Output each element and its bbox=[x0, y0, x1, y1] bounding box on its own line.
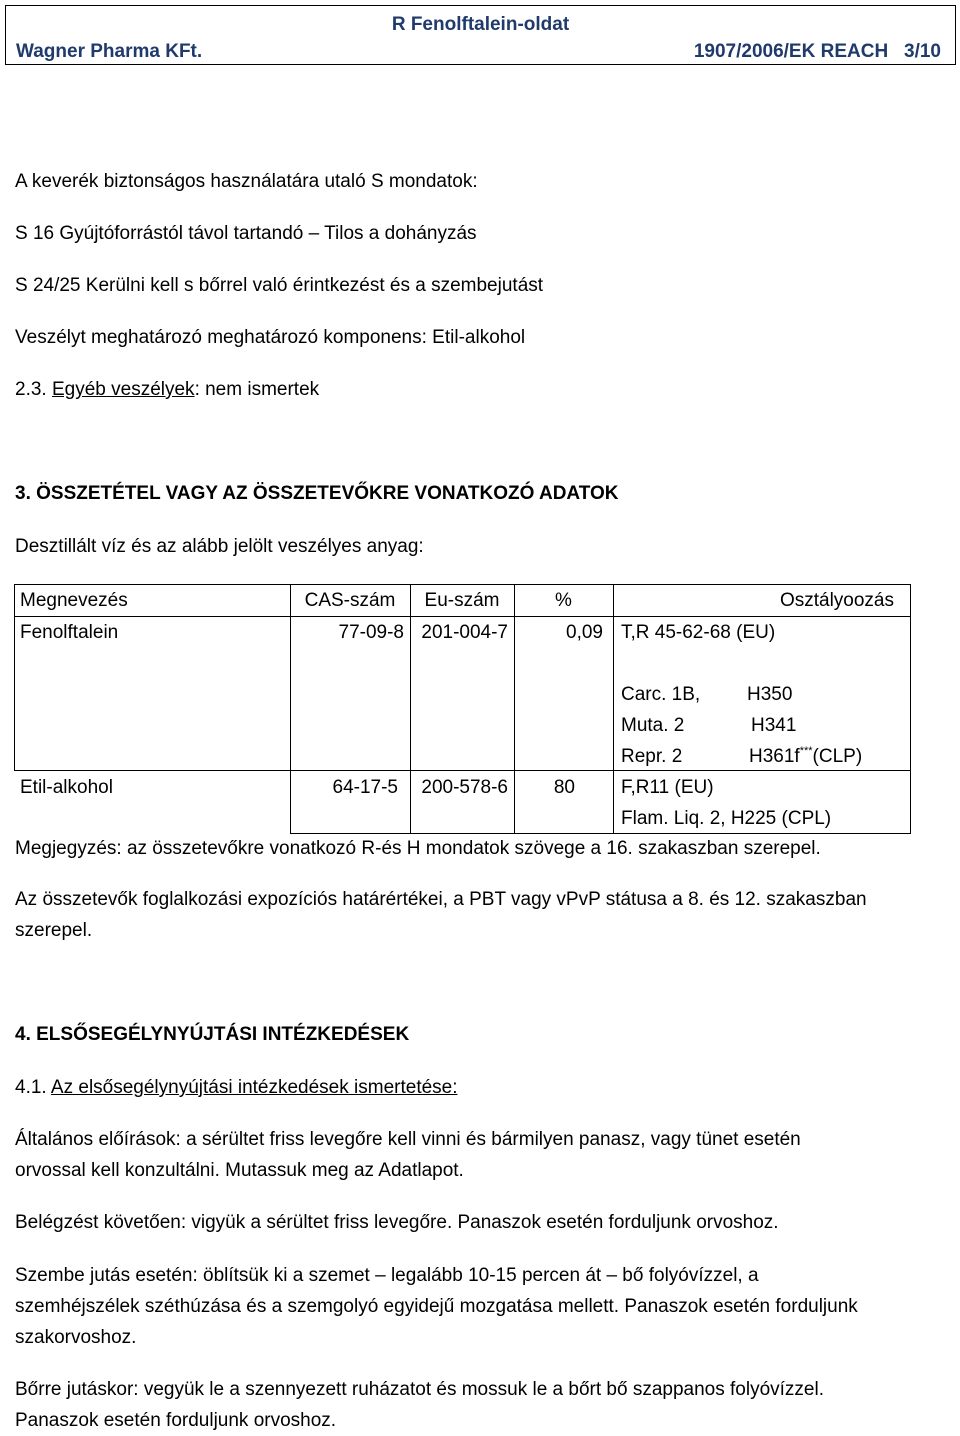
clp-carc-h: H350 bbox=[747, 684, 793, 705]
regulation-ref: 1907/2006/EK REACH bbox=[693, 41, 889, 62]
clp-repr: Repr. 2 bbox=[621, 746, 683, 767]
eye-advice-line2: szemhéjszélek széthúzása és a szemgolyó egyidejű mozgatása mellett. Panaszok esetén forduljunk bbox=[15, 1296, 858, 1317]
clp-muta: Muta. 2 bbox=[621, 715, 685, 736]
row1-cas: 77-09-8 bbox=[338, 622, 404, 643]
section4-sub-title: Az elsősegélynyújtási intézkedések ismertetése: bbox=[50, 1077, 458, 1098]
exposure-text-line2: szerepel. bbox=[15, 920, 93, 941]
inhalation-advice: Belégzést követően: vigyük a sérültet friss levegőre. Panaszok esetén forduljunk orvoshoz. bbox=[15, 1212, 779, 1233]
page-number: 3/10 bbox=[904, 41, 941, 62]
table-border-left bbox=[14, 584, 15, 771]
regulation-page bbox=[694, 41, 941, 63]
row2-eu: 200-578-6 bbox=[421, 777, 508, 798]
table-divider bbox=[613, 584, 614, 834]
clp-repr-suffix: (CLP) bbox=[812, 746, 863, 767]
skin-advice-line2: Panaszok esetén forduljunk orvoshoz. bbox=[15, 1410, 337, 1431]
col-header-percent: % bbox=[555, 590, 572, 611]
hazard-component: Veszélyt meghatározó meghatározó komponens: Etil-alkohol bbox=[15, 327, 526, 348]
section4-sub-number: 4.1. bbox=[15, 1077, 51, 1098]
skin-advice-line1: Bőrre jutáskor: vegyük le a szennyezett ruházatot és mossuk le a bőrt bő szappanos folyóvízzel. bbox=[15, 1379, 824, 1400]
s-phrases-heading: A keverék biztonságos használatára utaló S mondatok: bbox=[15, 171, 478, 192]
table-divider bbox=[14, 770, 911, 771]
other-hazards-value: : nem ismertek bbox=[194, 379, 320, 400]
row2-cas: 64-17-5 bbox=[332, 777, 398, 798]
s2425-phrase: S 24/25 Kerülni kell s bőrrel való érintkezést és a szembejutást bbox=[15, 275, 544, 296]
row1-name: Fenolftalein bbox=[20, 622, 119, 643]
clp-flam: Flam. Liq. 2, H225 (CPL) bbox=[621, 808, 832, 829]
document-header bbox=[5, 5, 956, 65]
col-header-cas: CAS-szám bbox=[304, 590, 396, 611]
composition-table bbox=[14, 584, 911, 834]
eye-advice-line1: Szembe jutás esetén: öblítsük ki a szemet – legalább 10-15 percen át – bő folyóvízzel, a bbox=[15, 1265, 759, 1286]
other-hazards-title: Egyéb veszélyek bbox=[51, 379, 195, 400]
clp-repr-code: H361f bbox=[749, 746, 800, 767]
col-header-eu: Eu-szám bbox=[424, 590, 500, 611]
col-header-class-label: Osztályoozás bbox=[779, 590, 894, 611]
clp-repr-footnote: *** bbox=[799, 745, 813, 757]
eye-advice-line3: szakorvoshoz. bbox=[15, 1327, 137, 1348]
row2-name: Etil-alkohol bbox=[20, 777, 113, 798]
clp-muta-h: H341 bbox=[751, 715, 797, 736]
table-border-bottom bbox=[290, 833, 911, 834]
clp-repr-h bbox=[749, 746, 862, 768]
table-divider bbox=[14, 616, 911, 617]
company-name: Wagner Pharma KFt. bbox=[16, 41, 203, 62]
clp-carc: Carc. 1B, bbox=[621, 684, 701, 705]
row1-eu: 201-004-7 bbox=[421, 622, 508, 643]
exposure-text-line1: Az összetevők foglalkozási expozíciós határértékei, a PBT vagy vPvP státusa a 8. és 12. szakaszban bbox=[15, 889, 867, 910]
section4-heading: 4. ELSŐSEGÉLYNYÚJTÁSI INTÉZKEDÉSEK bbox=[15, 1024, 410, 1045]
section3-heading: 3. ÖSSZETÉTEL VAGY AZ ÖSSZETEVŐKRE VONATKOZÓ ADATOK bbox=[15, 483, 619, 504]
other-hazards-number: 2.3. bbox=[15, 379, 52, 400]
other-hazards bbox=[15, 379, 319, 401]
table-border-top bbox=[14, 584, 911, 585]
col-header-name: Megnevezés bbox=[20, 590, 128, 611]
general-advice-line2: orvossal kell konzultálni. Mutassuk meg az Adatlapot. bbox=[15, 1160, 464, 1181]
general-advice-line1: Általános előírások: a sérültet friss levegőre kell vinni és bármilyen panasz, vagy tünet esetén bbox=[15, 1129, 801, 1150]
row2-percent: 80 bbox=[553, 777, 575, 798]
section3-note: Megjegyzés: az összetevőkre vonatkozó R-és H mondatok szövege a 16. szakaszban szerepel. bbox=[15, 838, 821, 859]
row1-class: T,R 45-62-68 (EU) bbox=[621, 622, 776, 643]
table-border-right bbox=[910, 584, 911, 834]
section4-subheading bbox=[15, 1077, 458, 1099]
row2-class: F,R11 (EU) bbox=[621, 777, 714, 798]
document-title: R Fenolftalein-oldat bbox=[391, 14, 570, 35]
s16-phrase: S 16 Gyújtóforrástól távol tartandó – Tilos a dohányzás bbox=[15, 223, 477, 244]
col-header-class bbox=[613, 590, 910, 612]
section3-intro: Desztillált víz és az alább jelölt veszélyes anyag: bbox=[15, 536, 424, 557]
row1-percent: 0,09 bbox=[566, 622, 603, 643]
